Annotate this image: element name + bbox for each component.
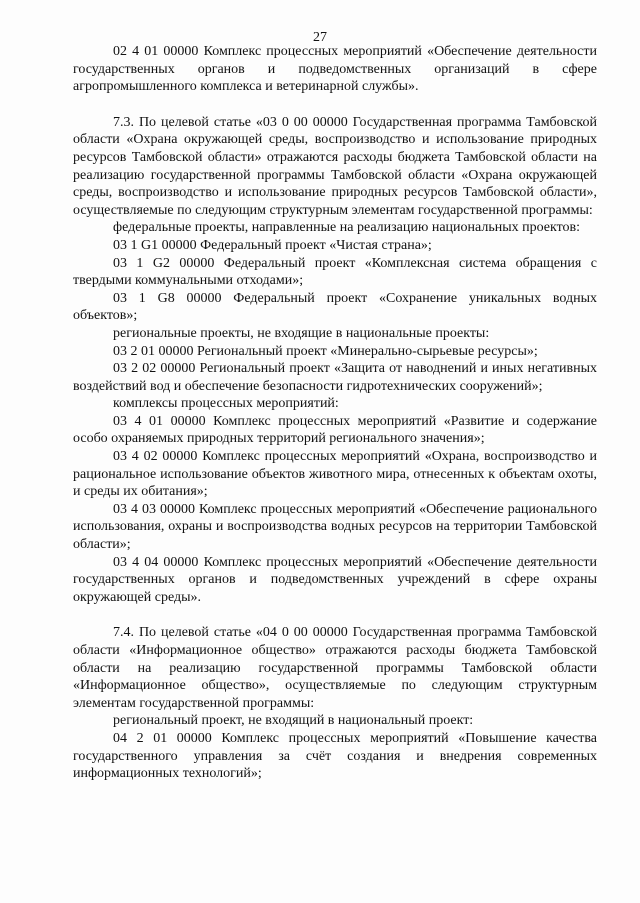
paragraph-process-complexes-heading: комплексы процессных мероприятий: [113,396,339,412]
paragraph-04-2-01: 04 2 01 00000 Комплекс процессных мероприятий «Повышение качества государственного управления за счёт создания и внедрения современных информационных технологий»; [73,730,597,782]
paragraph-regional-project-heading: региональный проект, не входящий в национальный проект: [113,713,474,729]
paragraph-03-4-04: 03 4 04 00000 Комплекс процессных мероприятий «Обеспечение деятельности государственных органов и подведомственных учреждений в сфере охраны окружающей среды». [73,554,597,605]
paragraph-03-4-01: 03 4 01 00000 Комплекс процессных мероприятий «Развитие и содержание особо охраняемых природных территорий регионального значения»; [73,413,597,447]
paragraph-03-4-03: 03 4 03 00000 Комплекс процессных мероприятий «Обеспечение рационального использования, охраны и воспроизводства водных ресурсов на территории Тамбовской области»; [73,501,597,553]
paragraph-03-4-02: 03 4 02 00000 Комплекс процессных мероприятий «Охрана, воспроизводство и рациональное использование объектов животного мира, отнесенных к объектам охоты, и среды их обитания»; [73,449,597,500]
paragraph-section-7-4: 7.4. По целевой статье «04 0 00 00000 Государственная программа Тамбовской области «Информационное общество» отражаются расходы бюджета Тамбовской области на реализацию государственной программы Тамбовской области «Информационное общество», осуществляемые по следующим структурным элементам государственной программы: [73,625,597,711]
paragraph-section-7-3: 7.3. По целевой статье «03 0 00 00000 Государственная программа Тамбовской области «Охрана окружающей среды, воспроизводство и использование природных ресурсов Тамбовской области» отражаются расходы бюджета Тамбовской области на реализацию государственной программы Тамбовской области «Охрана окружающей среды, воспроизводство и использование природных ресурсов Тамбовской области», осуществляемые по следующим структурным элементам государственной программы: [73,114,597,218]
paragraph-03-2-01: 03 2 01 00000 Региональный проект «Минерально-сырьевые ресурсы»; [113,343,538,359]
paragraph-03-2-02: 03 2 02 00000 Региональный проект «Защита от наводнений и иных негативных воздействий вод и обеспечение безопасности гидротехнических сооружений»; [73,361,597,394]
paragraph-regional-projects-heading: региональные проекты, не входящие в национальные проекты: [113,325,490,341]
document-body [73,43,597,783]
page-number: 27 [313,30,327,45]
paragraph-03-1-g1: 03 1 G1 00000 Федеральный проект «Чистая страна»; [113,237,432,253]
paragraph-federal-projects-heading: федеральные проекты, направленные на реализацию национальных проектов: [113,220,581,236]
paragraph-02-4-01: 02 4 01 00000 Комплекс процессных мероприятий «Обеспечение деятельности государственных органов и подведомственных организаций в сфере агропромышленного комплекса и ветеринарной службы». [73,44,597,95]
paragraph-03-1-g2: 03 1 G2 00000 Федеральный проект «Комплексная система обращения с твердыми коммунальными отходами»; [73,255,597,289]
paragraph-03-1-g8: 03 1 G8 00000 Федеральный проект «Сохранение уникальных водных объектов»; [73,290,597,324]
